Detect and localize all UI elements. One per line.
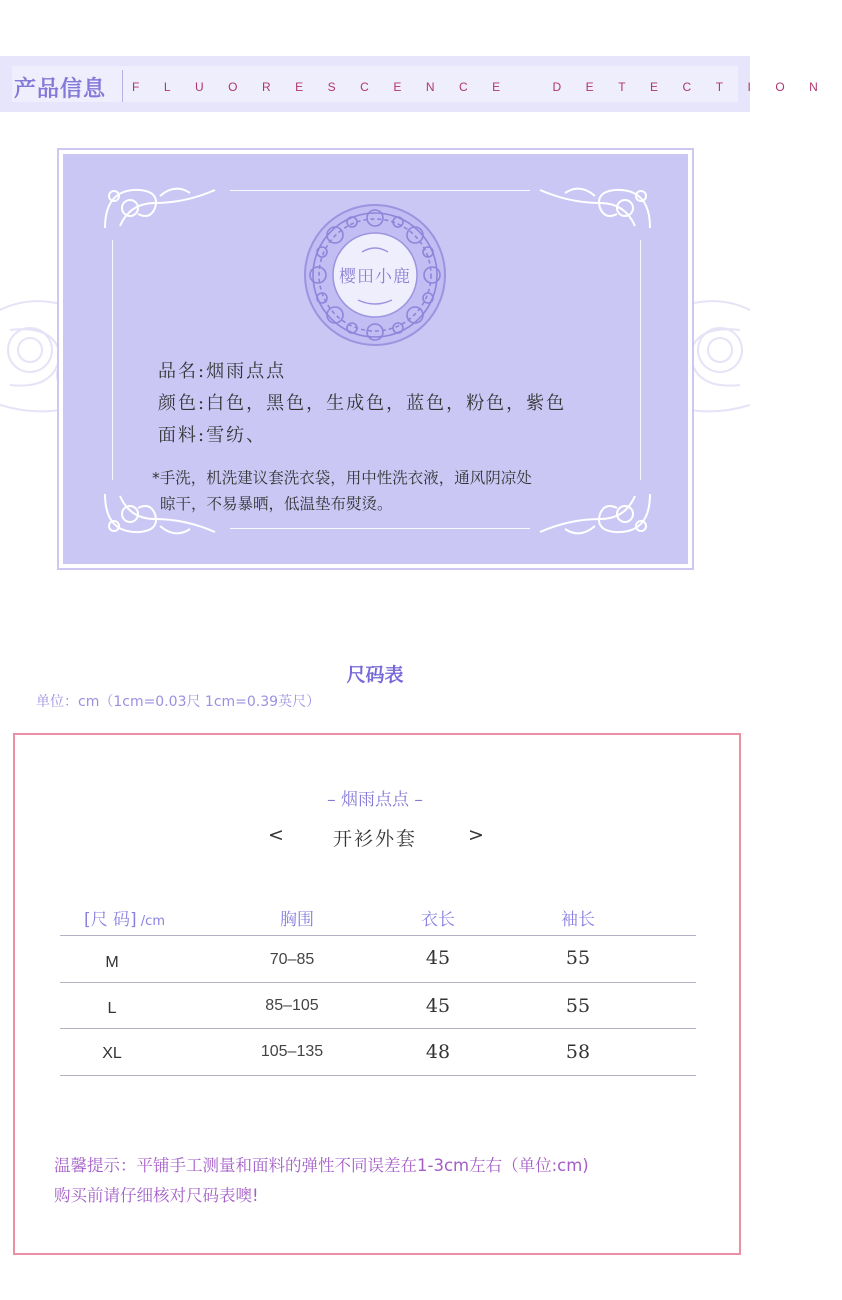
table-cell-size: M (105, 954, 119, 971)
info-value-color: 白色，黑色，生成色，蓝色，粉色，紫色 (206, 393, 567, 414)
table-header-length: 衣长 (421, 910, 455, 930)
size-chart-product-name: – 烟雨点点 – (327, 790, 423, 810)
table-cell-size: L (107, 1000, 117, 1017)
table-cell-length: 45 (425, 947, 451, 969)
info-label-fabric: 面料: (158, 425, 207, 446)
brand-logo-text: 樱田小鹿 (339, 267, 411, 287)
card-left-line (112, 240, 113, 480)
info-value-fabric: 雪纺、 (206, 425, 267, 446)
table-rule (60, 1028, 696, 1029)
flourish-top-left-icon (100, 178, 220, 238)
care-instructions-line2: 晾干，不易暴晒，低温垫布熨烫。 (160, 495, 393, 513)
info-label-color: 颜色: (158, 393, 207, 414)
header-divider (122, 70, 123, 102)
table-cell-length: 48 (425, 1041, 451, 1063)
table-header-size (84, 905, 165, 930)
table-rule (60, 1075, 696, 1076)
flourish-top-right-icon (535, 178, 655, 238)
size-chart-title: 尺码表 (346, 664, 404, 686)
care-instructions-line1: *手洗，机洗建议套洗衣袋，用中性洗衣液，通风阴凉处 (152, 469, 532, 487)
table-cell-chest: 85–105 (265, 997, 319, 1014)
measurement-tip-line2: 购买前请仔细核对尺码表噢! (54, 1186, 259, 1205)
section-title: 产品信息 (14, 76, 107, 102)
card-top-line (230, 190, 530, 191)
table-header-size-unit: /cm (136, 914, 165, 929)
table-cell-sleeve: 55 (565, 947, 591, 969)
table-rule (60, 982, 696, 983)
measurement-tip-line1: 温馨提示：平铺手工测量和面料的弹性不同误差在1-3cm左右（单位:cm) (54, 1156, 589, 1175)
table-cell-sleeve: 55 (565, 995, 591, 1017)
info-row-color (158, 389, 566, 415)
table-cell-chest: 70–85 (269, 951, 315, 968)
unit-note: 单位：cm（1cm=0.03尺 1cm=0.39英尺） (36, 694, 321, 710)
table-cell-size: XL (102, 1045, 122, 1062)
flourish-bottom-right-icon (535, 484, 655, 544)
table-rule (60, 935, 696, 936)
category-next-arrow: > (468, 824, 484, 846)
info-label-name: 品名: (158, 361, 207, 382)
info-row-name (158, 357, 286, 383)
info-value-name: 烟雨点点 (206, 361, 287, 382)
info-row-fabric (158, 421, 266, 447)
table-header-size-label: [尺 码] (84, 910, 137, 930)
table-cell-chest: 105–135 (260, 1043, 324, 1060)
table-header-chest: 胸围 (280, 910, 314, 930)
table-header-sleeve: 袖长 (561, 910, 595, 930)
card-bottom-line (230, 528, 530, 529)
category-name: 开衫外套 (332, 828, 417, 850)
category-prev-arrow: < (268, 824, 284, 846)
table-cell-sleeve: 58 (565, 1041, 591, 1063)
size-chart-box (13, 733, 741, 1255)
section-subtitle-en: FLUORESCENCE DETECTION (132, 80, 842, 94)
table-cell-length: 45 (425, 995, 451, 1017)
card-right-line (640, 240, 641, 480)
